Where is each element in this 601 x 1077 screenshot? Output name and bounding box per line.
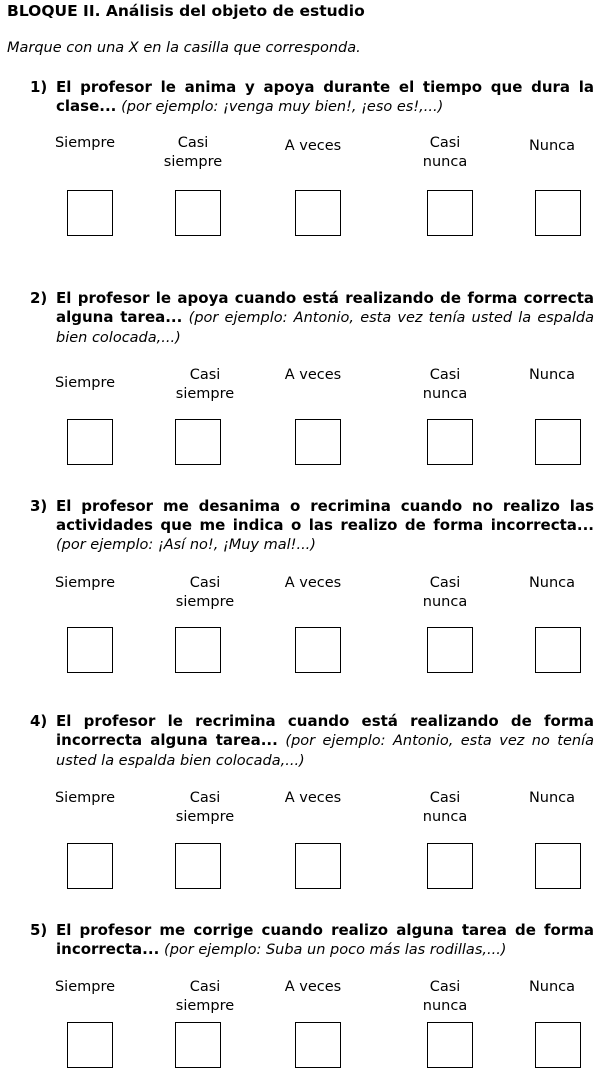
question-4-option-label bbox=[507, 789, 597, 808]
option-label-line1: A veces bbox=[284, 979, 342, 995]
option-label-line2: nunca bbox=[422, 809, 468, 825]
question-5-stem: El profesor me corrige cuando realizo alguna tarea de forma incorrecta... bbox=[56, 921, 594, 958]
question-1-checkbox-1[interactable] bbox=[67, 190, 113, 236]
question-3-checkbox-3[interactable] bbox=[295, 627, 341, 673]
question-1-option-label bbox=[507, 137, 597, 156]
question-4-option-label bbox=[400, 789, 490, 827]
question-2-checkbox-2[interactable] bbox=[175, 419, 221, 465]
question-2-option-label bbox=[400, 366, 490, 404]
question-1-checkbox-5[interactable] bbox=[535, 190, 581, 236]
question-5-option-label bbox=[400, 978, 490, 1016]
question-3-option-label bbox=[160, 574, 250, 612]
question-1-checkbox-2[interactable] bbox=[175, 190, 221, 236]
question-4-checkbox-1[interactable] bbox=[67, 843, 113, 889]
option-label-line1: Siempre bbox=[54, 790, 116, 806]
option-label-line2: nunca bbox=[422, 594, 468, 610]
question-2-checkbox-1[interactable] bbox=[67, 419, 113, 465]
question-5-option-label bbox=[160, 978, 250, 1016]
question-4-checkbox-4[interactable] bbox=[427, 843, 473, 889]
question-3-option-label bbox=[400, 574, 490, 612]
option-label-line1: Casi bbox=[429, 790, 461, 806]
option-label-line2: siempre bbox=[175, 998, 235, 1014]
question-2-checkbox-3[interactable] bbox=[295, 419, 341, 465]
option-label-line2: nunca bbox=[422, 998, 468, 1014]
option-label-line1: Casi bbox=[429, 367, 461, 383]
question-4-text bbox=[56, 712, 594, 771]
question-2-option-label bbox=[507, 366, 597, 385]
question-4-number: 4) bbox=[30, 712, 48, 730]
question-2-stem: El profesor le apoya cuando está realizando de forma correcta alguna tarea... bbox=[56, 289, 594, 326]
question-2-checkbox-4[interactable] bbox=[427, 419, 473, 465]
question-2-option-label bbox=[40, 374, 130, 393]
question-1-option-label bbox=[268, 137, 358, 156]
option-label-line1: Casi bbox=[189, 790, 221, 806]
question-3-checkbox-4[interactable] bbox=[427, 627, 473, 673]
option-label-line1: Nunca bbox=[528, 790, 576, 806]
question-5-option-label bbox=[268, 978, 358, 997]
question-3-checkbox-1[interactable] bbox=[67, 627, 113, 673]
option-label-line1: Nunca bbox=[528, 138, 576, 154]
question-5-option-label bbox=[507, 978, 597, 997]
question-1-text bbox=[56, 78, 594, 117]
option-label-line1: A veces bbox=[284, 138, 342, 154]
option-label-line1: Casi bbox=[189, 575, 221, 591]
question-3-number: 3) bbox=[30, 497, 48, 515]
question-5-example: (por ejemplo: Suba un poco más las rodillas,...) bbox=[164, 942, 507, 958]
question-4-checkbox-5[interactable] bbox=[535, 843, 581, 889]
question-1-option-label bbox=[400, 134, 490, 172]
question-2-text bbox=[56, 289, 594, 348]
question-5-checkbox-4[interactable] bbox=[427, 1022, 473, 1068]
question-1-checkbox-3[interactable] bbox=[295, 190, 341, 236]
option-label-line1: Casi bbox=[189, 367, 221, 383]
option-label-line1: Nunca bbox=[528, 575, 576, 591]
question-5-checkbox-5[interactable] bbox=[535, 1022, 581, 1068]
question-1-checkbox-4[interactable] bbox=[427, 190, 473, 236]
option-label-line2: siempre bbox=[175, 386, 235, 402]
question-3-stem: El profesor me desanima o recrimina cuando no realizo las actividades que me indica o las realizo de forma incorrecta... bbox=[56, 497, 594, 534]
question-4-option-label bbox=[40, 789, 130, 808]
question-2-example: (por ejemplo: Antonio, esta vez tenía usted la espalda bien colocada,...) bbox=[56, 310, 594, 346]
question-5-text bbox=[56, 921, 594, 960]
option-label-line1: A veces bbox=[284, 790, 342, 806]
instruction: Marque con una X en la casilla que corresponda. bbox=[7, 40, 361, 56]
option-label-line1: Casi bbox=[177, 135, 209, 151]
option-label-line1: Siempre bbox=[54, 135, 116, 151]
question-3-text bbox=[56, 497, 594, 555]
option-label-line1: Siempre bbox=[54, 575, 116, 591]
option-label-line1: Siempre bbox=[54, 375, 116, 391]
option-label-line2: siempre bbox=[163, 154, 223, 170]
question-3-checkbox-5[interactable] bbox=[535, 627, 581, 673]
option-label-line2: nunca bbox=[422, 386, 468, 402]
question-4-option-label bbox=[268, 789, 358, 808]
question-2-option-label bbox=[268, 366, 358, 385]
question-5-checkbox-1[interactable] bbox=[67, 1022, 113, 1068]
question-3-checkbox-2[interactable] bbox=[175, 627, 221, 673]
option-label-line1: Nunca bbox=[528, 367, 576, 383]
question-4-example: (por ejemplo: Antonio, esta vez no tenía usted la espalda bien colocada,...) bbox=[56, 733, 594, 769]
question-4-option-label bbox=[160, 789, 250, 827]
question-2-number: 2) bbox=[30, 289, 48, 307]
option-label-line2: siempre bbox=[175, 809, 235, 825]
question-1-option-label bbox=[148, 134, 238, 172]
question-1-example: (por ejemplo: ¡venga muy bien!, ¡eso es!,...) bbox=[121, 99, 444, 115]
option-label-line1: A veces bbox=[284, 575, 342, 591]
question-1-option-label bbox=[40, 134, 130, 153]
option-label-line2: siempre bbox=[175, 594, 235, 610]
option-label-line1: Casi bbox=[429, 575, 461, 591]
option-label-line1: Siempre bbox=[54, 979, 116, 995]
question-3-option-label bbox=[507, 574, 597, 593]
question-5-checkbox-2[interactable] bbox=[175, 1022, 221, 1068]
question-5-option-label bbox=[40, 978, 130, 997]
option-label-line1: Casi bbox=[189, 979, 221, 995]
question-5-checkbox-3[interactable] bbox=[295, 1022, 341, 1068]
option-label-line2: nunca bbox=[422, 154, 468, 170]
question-3-option-label bbox=[40, 574, 130, 593]
option-label-line1: Casi bbox=[429, 135, 461, 151]
question-4-checkbox-3[interactable] bbox=[295, 843, 341, 889]
question-3-example: (por ejemplo: ¡Así no!, ¡Muy mal!...) bbox=[56, 537, 316, 553]
question-1-number: 1) bbox=[30, 78, 48, 96]
question-1-stem: El profesor le anima y apoya durante el tiempo que dura la clase... bbox=[56, 78, 594, 115]
option-label-line1: Casi bbox=[429, 979, 461, 995]
question-2-checkbox-5[interactable] bbox=[535, 419, 581, 465]
block-title: BLOQUE II. Análisis del objeto de estudio bbox=[7, 2, 365, 20]
option-label-line1: A veces bbox=[284, 367, 342, 383]
question-2-option-label bbox=[160, 366, 250, 404]
option-label-line1: Nunca bbox=[528, 979, 576, 995]
question-3-option-label bbox=[268, 574, 358, 593]
question-5-number: 5) bbox=[30, 921, 48, 939]
question-4-checkbox-2[interactable] bbox=[175, 843, 221, 889]
question-4-stem: El profesor le recrimina cuando está realizando de forma incorrecta alguna tarea... bbox=[56, 712, 594, 749]
